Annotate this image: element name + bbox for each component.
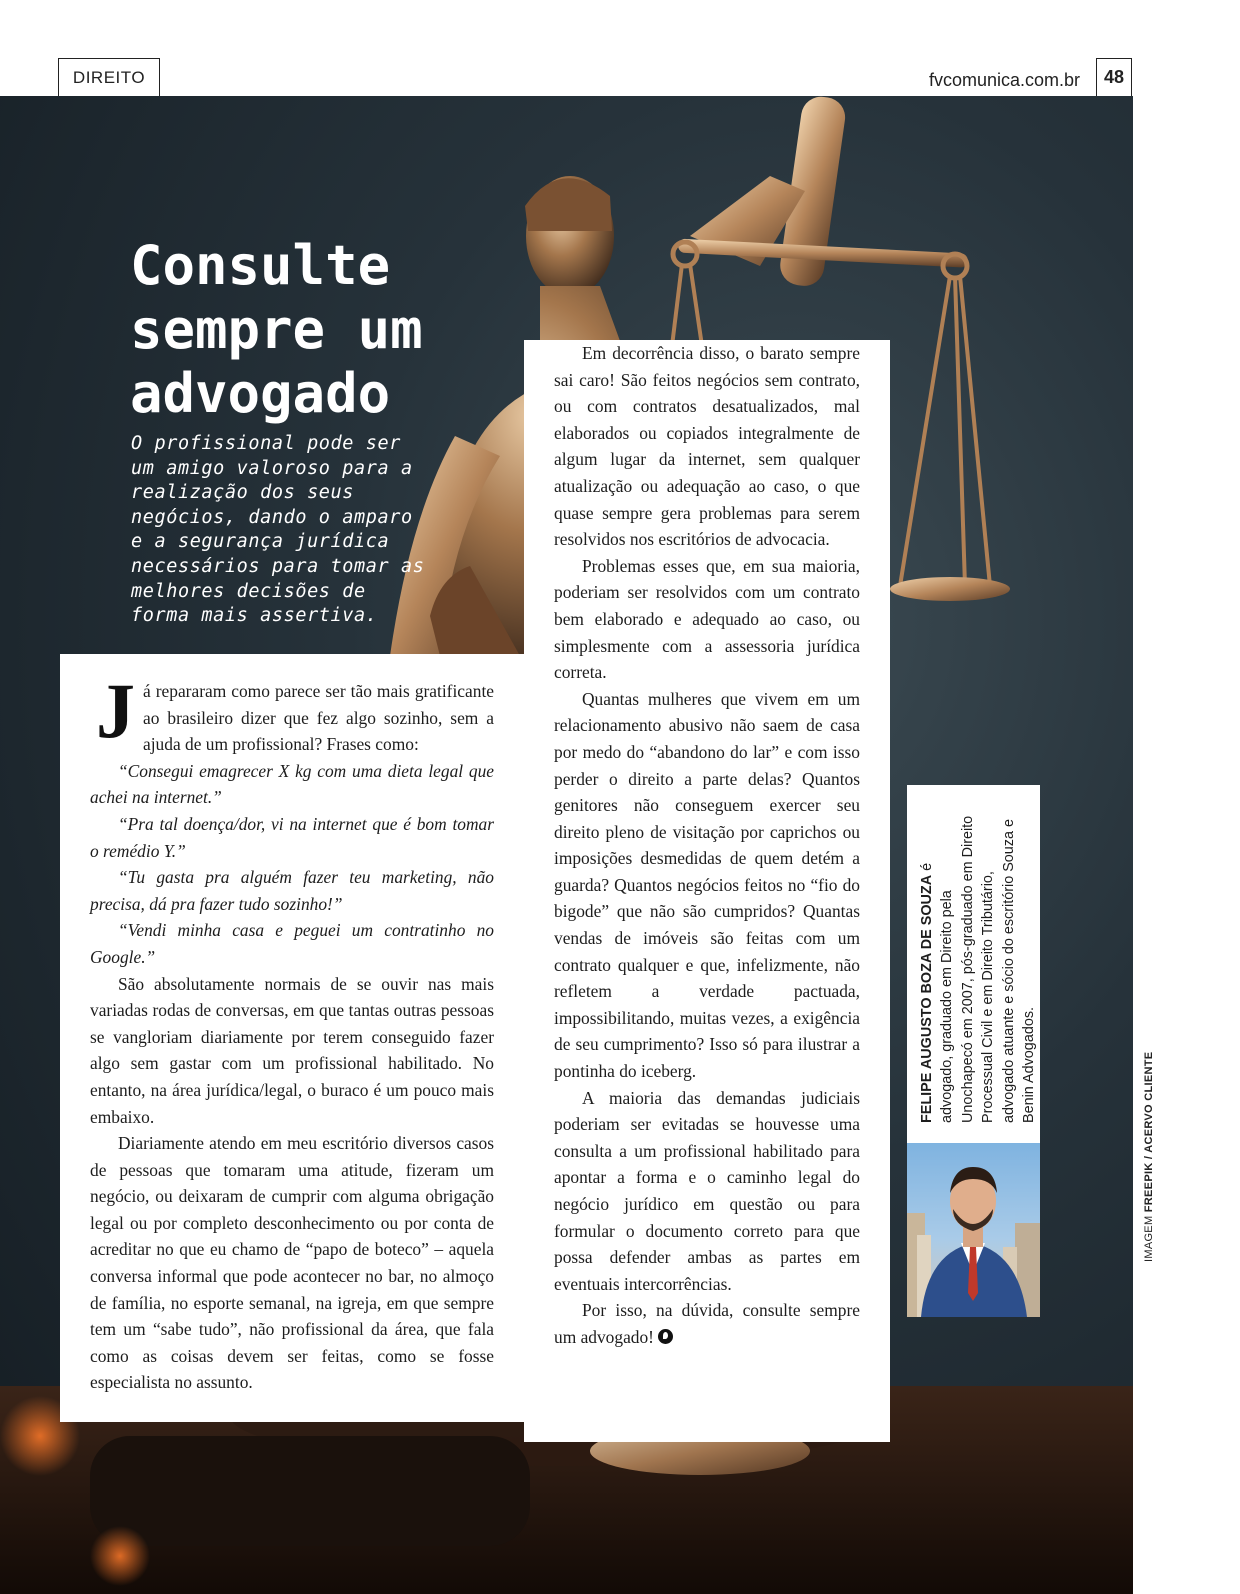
page-number: 48 — [1096, 58, 1132, 96]
image-credit-source: FREEPIK / ACERVO CLIENTE — [1143, 1051, 1155, 1213]
author-bio-text: é advogado, graduado em Direito pela Unochapecó em 2007, pós-graduado em Direito Processual Civil e em Direito Tributário, advogado atuante e sócio do escritório Souza e Benin Advogados. — [919, 815, 1038, 1123]
author-bio — [911, 785, 1044, 1143]
left-column-text — [90, 667, 494, 1396]
image-credit-prefix: IMAGEM — [1143, 1212, 1155, 1262]
quote: “Tu gasta pra alguém fazer teu marketing, não precisa, dá pra fazer tudo sozinho!” — [90, 867, 494, 914]
right-column-box — [524, 340, 890, 1442]
site-url[interactable]: fvcomunica.com.br — [928, 70, 1080, 90]
paragraph — [90, 667, 494, 758]
paragraph: Diariamente atendo em meu escritório diversos casos de pessoas que tomaram uma atitude, fizeram um negócio, ou deixaram de cumprir com alguma obrigação legal ou por completo desconhecimento ou por conta de acreditar no que eu chamo de “papo de boteco” – aquela conversa informal que pode acontecer no bar, no almoço de família, no esporte semanal, na igreja, em que sempre tem um “sabe tudo”, não profissional da área, que fala como as coisas devem ser feitas, como se fosse especialista no assunto. — [90, 1133, 494, 1393]
quote: “Consegui emagrecer X kg com uma dieta legal que achei na internet.” — [90, 760, 494, 808]
author-bio-box — [907, 785, 1040, 1143]
paragraph-text: á repararam como parece ser tão mais gratificante ao brasileiro dizer que fez algo sozinho, sem a ajuda de um profissional? Frases como: — [143, 681, 494, 755]
section-label: DIREITO — [58, 58, 160, 96]
right-column-text — [554, 340, 860, 1351]
article-title: Consulte sempre um advogado — [130, 234, 423, 425]
paragraph: Problemas esses que, em sua maioria, poderiam ser resolvidos com um contrato bem elaborado e adequado ao caso, ou simplesmente com a assessoria jurídica correta. — [554, 555, 860, 683]
drop-cap: J — [96, 667, 135, 754]
end-mark-icon — [658, 1329, 673, 1344]
closing-paragraph — [554, 1297, 860, 1350]
left-column-box — [60, 654, 524, 1422]
author-photo — [907, 1143, 1040, 1317]
paragraph: Em decorrência disso, o barato sempre sai caro! São feitos negócios sem contrato, ou com contratos desatualizados, mal elaborados ou copiados integralmente de algum lugar da internet, sem qualquer atualização ou adequação ao caso, o que quase sempre gera problemas para serem resolvidos nos escritórios de advocacia. — [554, 343, 860, 550]
author-name: FELIPE AUGUSTO BOZA DE SOUZA — [919, 874, 935, 1123]
paragraph: A maioria das demandas judiciais poderiam ser evitadas se houvesse uma consulta a um profissional habilitado para apontar a forma e o caminho legal do negócio jurídico em questão ou para formular o documento correto para que possa defender ambas as partes em eventuais intercorrências. — [554, 1087, 860, 1294]
author-portrait — [907, 1143, 1040, 1317]
quote: “Vendi minha casa e peguei um contratinho no Google.” — [90, 920, 494, 967]
paragraph: Quantas mulheres que vivem em um relacionamento abusivo não saem de casa por medo do “abandono do lar” e com isso perder o direito a parte delas? Quantos genitores não conseguem exercer seu direito pleno de visitação por caprichos ou imposições desmedidas de quem detém a guarda? Quantos negócios feitos no “fio do bigode” que não são cumpridos? Quantas vendas de imóveis são feitas com um contrato qualquer e que, infelizmente, não refletem a verdade pactuada, impossibilitando, muitas vezes, a exigência de seu cumprimento? Isso só para ilustrar a pontinha do iceberg. — [554, 688, 860, 1082]
paragraph: São absolutamente normais de se ouvir nas mais variadas rodas de conversas, em que tantas outras pessoas se vangloriam diariamente por terem conseguido fazer algo sem gastar com um profissional habilitado. No entanto, na área jurídica/legal, o buraco é um pouco mais embaixo. — [90, 973, 494, 1127]
quote: “Pra tal doença/dor, vi na internet que é bom tomar o remédio Y.” — [90, 813, 494, 861]
closing-text: Por isso, na dúvida, consulte sempre um advogado! — [554, 1300, 860, 1347]
image-credit — [1143, 1051, 1155, 1262]
article-standfirst: O profissional pode ser um amigo valoroso para a realização dos seus negócios, dando o amparo e a segurança jurídica necessários para tomar as melhores decisões de forma mais assertiva. — [131, 433, 425, 627]
